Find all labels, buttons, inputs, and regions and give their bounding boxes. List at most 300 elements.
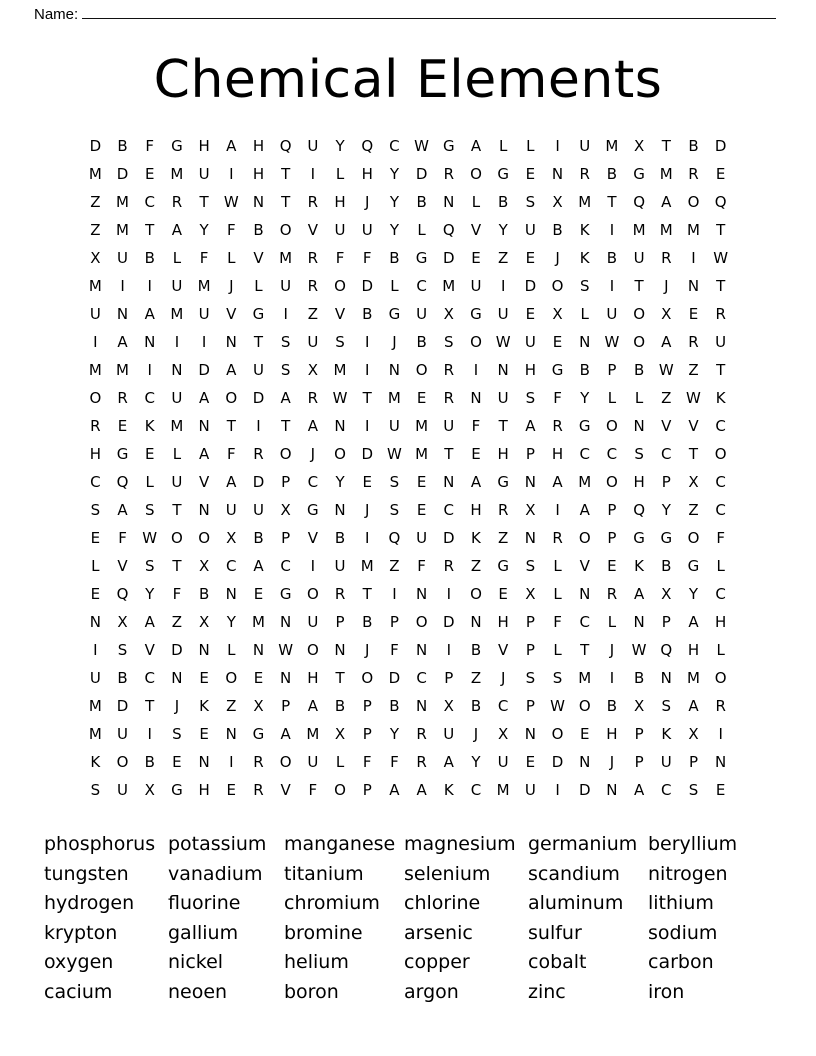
- grid-cell[interactable]: S: [552, 669, 563, 687]
- grid-cell[interactable]: U: [252, 501, 264, 519]
- grid-cell[interactable]: P: [281, 697, 291, 715]
- grid-cell[interactable]: E: [117, 417, 128, 435]
- grid-cell[interactable]: A: [443, 753, 454, 771]
- grid-cell[interactable]: L: [471, 193, 481, 211]
- grid-cell[interactable]: W: [604, 333, 620, 351]
- grid-cell[interactable]: D: [361, 277, 373, 295]
- grid-cell[interactable]: Z: [688, 361, 699, 379]
- grid-cell[interactable]: U: [443, 417, 455, 435]
- grid-cell[interactable]: B: [606, 697, 618, 715]
- word-list-item[interactable]: cacium: [44, 980, 113, 1003]
- grid-cell[interactable]: T: [444, 445, 454, 463]
- word-list-item[interactable]: tungsten: [44, 862, 129, 885]
- grid-cell[interactable]: X: [525, 585, 536, 603]
- grid-cell[interactable]: U: [497, 389, 509, 407]
- grid-cell[interactable]: C: [144, 193, 155, 211]
- grid-cell[interactable]: Y: [335, 137, 345, 155]
- grid-cell[interactable]: B: [606, 249, 618, 267]
- grid-cell[interactable]: N: [633, 613, 645, 631]
- grid-cell[interactable]: C: [497, 697, 509, 715]
- grid-cell[interactable]: A: [470, 473, 482, 491]
- grid-cell[interactable]: H: [715, 613, 727, 631]
- grid-cell[interactable]: M: [360, 557, 374, 575]
- grid-cell[interactable]: M: [632, 221, 646, 239]
- grid-cell[interactable]: X: [633, 697, 645, 715]
- grid-cell[interactable]: P: [607, 361, 617, 379]
- grid-cell[interactable]: W: [278, 641, 294, 659]
- grid-cell[interactable]: A: [171, 221, 183, 239]
- grid-cell[interactable]: S: [525, 193, 536, 211]
- grid-cell[interactable]: H: [524, 361, 536, 379]
- grid-cell[interactable]: O: [171, 529, 183, 547]
- grid-cell[interactable]: T: [199, 193, 209, 211]
- grid-cell[interactable]: A: [226, 473, 237, 491]
- grid-cell[interactable]: B: [633, 361, 645, 379]
- grid-cell[interactable]: E: [144, 445, 155, 463]
- grid-cell[interactable]: O: [334, 781, 346, 799]
- word-list-item[interactable]: fluorine: [168, 892, 241, 914]
- grid-cell[interactable]: I: [392, 585, 397, 603]
- grid-cell[interactable]: W: [658, 361, 674, 379]
- word-list-item[interactable]: aluminum: [528, 892, 624, 914]
- grid-cell[interactable]: H: [89, 445, 101, 463]
- grid-cell[interactable]: I: [555, 137, 560, 155]
- grid-cell[interactable]: E: [525, 305, 536, 323]
- grid-cell[interactable]: M: [170, 165, 184, 183]
- word-list-item[interactable]: carbon: [648, 951, 714, 973]
- grid-cell[interactable]: D: [443, 613, 455, 631]
- grid-cell[interactable]: C: [416, 277, 427, 295]
- grid-cell[interactable]: K: [661, 725, 672, 743]
- grid-cell[interactable]: X: [144, 781, 155, 799]
- grid-cell[interactable]: U: [307, 137, 319, 155]
- grid-cell[interactable]: C: [90, 473, 101, 491]
- grid-cell[interactable]: M: [578, 473, 592, 491]
- grid-cell[interactable]: T: [281, 417, 291, 435]
- grid-cell[interactable]: Z: [307, 305, 318, 323]
- grid-cell[interactable]: U: [579, 137, 591, 155]
- grid-cell[interactable]: Z: [470, 669, 482, 687]
- grid-cell[interactable]: V: [334, 305, 346, 323]
- grid-cell[interactable]: A: [307, 417, 318, 435]
- grid-cell[interactable]: E: [525, 249, 536, 267]
- grid-cell[interactable]: L: [716, 557, 725, 575]
- grid-cell[interactable]: N: [198, 753, 210, 771]
- grid-cell[interactable]: C: [443, 501, 455, 519]
- word-list-item[interactable]: vanadium: [168, 862, 263, 885]
- grid-cell[interactable]: O: [606, 417, 618, 435]
- grid-cell[interactable]: P: [525, 613, 535, 631]
- grid-cell[interactable]: U: [524, 333, 536, 351]
- grid-cell[interactable]: I: [446, 585, 451, 603]
- grid-cell[interactable]: X: [226, 529, 237, 547]
- word-list-item[interactable]: neoen: [168, 980, 228, 1003]
- grid-cell[interactable]: Z: [90, 221, 101, 239]
- grid-cell[interactable]: W: [550, 697, 565, 715]
- grid-cell[interactable]: J: [664, 277, 669, 295]
- grid-cell[interactable]: H: [198, 781, 210, 799]
- grid-cell[interactable]: S: [661, 697, 672, 715]
- grid-cell[interactable]: C: [144, 669, 155, 687]
- grid-cell[interactable]: B: [253, 221, 264, 239]
- grid-cell[interactable]: V: [307, 529, 318, 547]
- word-list-item[interactable]: phosphorus: [44, 833, 156, 855]
- grid-cell[interactable]: U: [117, 781, 129, 799]
- grid-cell[interactable]: O: [687, 193, 700, 211]
- grid-cell[interactable]: B: [633, 669, 645, 687]
- grid-cell[interactable]: S: [579, 277, 590, 295]
- grid-cell[interactable]: C: [226, 557, 237, 575]
- grid-cell[interactable]: Y: [498, 221, 508, 239]
- grid-cell[interactable]: X: [552, 305, 563, 323]
- grid-cell[interactable]: Z: [498, 529, 509, 547]
- grid-cell[interactable]: M: [659, 165, 673, 183]
- grid-cell[interactable]: W: [495, 333, 511, 351]
- grid-cell[interactable]: F: [553, 389, 562, 407]
- grid-cell[interactable]: A: [633, 585, 645, 603]
- grid-cell[interactable]: T: [688, 445, 699, 463]
- grid-cell[interactable]: N: [334, 417, 346, 435]
- grid-cell[interactable]: N: [415, 697, 428, 715]
- grid-cell[interactable]: Z: [171, 613, 183, 631]
- grid-cell[interactable]: T: [145, 697, 155, 715]
- grid-cell[interactable]: F: [362, 753, 372, 771]
- grid-cell[interactable]: R: [552, 529, 563, 547]
- grid-cell[interactable]: L: [498, 137, 508, 155]
- grid-cell[interactable]: X: [661, 585, 672, 603]
- grid-cell[interactable]: R: [688, 333, 699, 351]
- grid-cell[interactable]: W: [142, 529, 158, 547]
- grid-cell[interactable]: G: [442, 137, 455, 155]
- grid-cell[interactable]: I: [147, 361, 152, 379]
- grid-cell[interactable]: A: [416, 781, 427, 799]
- grid-cell[interactable]: C: [416, 669, 427, 687]
- grid-cell[interactable]: Q: [714, 193, 727, 211]
- grid-cell[interactable]: T: [661, 137, 671, 155]
- grid-cell[interactable]: X: [525, 501, 536, 519]
- word-list-item[interactable]: sulfur: [528, 921, 582, 944]
- grid-cell[interactable]: M: [197, 277, 211, 295]
- grid-cell[interactable]: O: [89, 389, 102, 407]
- grid-cell[interactable]: S: [389, 473, 400, 491]
- grid-cell[interactable]: N: [687, 277, 700, 295]
- grid-cell[interactable]: N: [606, 781, 618, 799]
- grid-cell[interactable]: K: [144, 417, 155, 435]
- grid-cell[interactable]: D: [116, 165, 129, 183]
- grid-cell[interactable]: V: [280, 781, 291, 799]
- grid-cell[interactable]: Z: [90, 193, 101, 211]
- grid-cell[interactable]: O: [578, 697, 591, 715]
- grid-cell[interactable]: T: [335, 669, 345, 687]
- grid-cell[interactable]: L: [716, 641, 725, 659]
- grid-cell[interactable]: U: [524, 221, 536, 239]
- grid-cell[interactable]: F: [471, 417, 481, 435]
- word-list-item[interactable]: germanium: [528, 833, 638, 855]
- grid-cell[interactable]: X: [253, 697, 264, 715]
- grid-cell[interactable]: E: [498, 585, 508, 603]
- grid-cell[interactable]: G: [470, 305, 482, 323]
- grid-cell[interactable]: D: [171, 641, 183, 659]
- grid-cell[interactable]: O: [198, 529, 210, 547]
- grid-cell[interactable]: V: [579, 557, 590, 575]
- grid-cell[interactable]: X: [498, 725, 509, 743]
- grid-cell[interactable]: R: [253, 753, 264, 771]
- grid-cell[interactable]: A: [226, 361, 237, 379]
- grid-cell[interactable]: U: [171, 473, 183, 491]
- grid-cell[interactable]: U: [715, 333, 727, 351]
- word-list-item[interactable]: nickel: [168, 951, 224, 973]
- word-list-item[interactable]: bromine: [284, 921, 363, 944]
- grid-cell[interactable]: B: [362, 613, 373, 631]
- word-list-item[interactable]: boron: [284, 980, 339, 1003]
- word-list-item[interactable]: oxygen: [44, 951, 114, 973]
- grid-cell[interactable]: H: [687, 641, 700, 659]
- grid-cell[interactable]: X: [443, 305, 454, 323]
- grid-cell[interactable]: I: [473, 361, 479, 379]
- grid-cell[interactable]: B: [117, 137, 128, 155]
- grid-cell[interactable]: E: [688, 305, 699, 323]
- grid-cell[interactable]: G: [279, 585, 292, 603]
- grid-cell[interactable]: M: [578, 669, 592, 687]
- grid-cell[interactable]: B: [606, 165, 618, 183]
- grid-cell[interactable]: R: [688, 165, 699, 183]
- grid-cell[interactable]: N: [443, 193, 455, 211]
- grid-cell[interactable]: L: [172, 445, 182, 463]
- grid-cell[interactable]: C: [606, 445, 618, 463]
- grid-cell[interactable]: N: [388, 361, 401, 379]
- grid-cell[interactable]: U: [334, 557, 346, 575]
- grid-cell[interactable]: F: [172, 585, 182, 603]
- grid-cell[interactable]: U: [361, 221, 373, 239]
- grid-cell[interactable]: F: [118, 529, 127, 547]
- grid-cell[interactable]: A: [198, 445, 210, 463]
- grid-cell[interactable]: O: [334, 277, 346, 295]
- grid-cell[interactable]: I: [609, 221, 615, 239]
- grid-cell[interactable]: T: [362, 389, 372, 407]
- grid-cell[interactable]: H: [470, 501, 482, 519]
- grid-cell[interactable]: K: [199, 697, 210, 715]
- grid-cell[interactable]: R: [579, 165, 590, 183]
- grid-cell[interactable]: P: [444, 669, 454, 687]
- grid-cell[interactable]: U: [524, 781, 536, 799]
- grid-cell[interactable]: G: [660, 529, 673, 547]
- grid-cell[interactable]: M: [279, 249, 293, 267]
- grid-cell[interactable]: W: [414, 137, 430, 155]
- grid-cell[interactable]: N: [198, 641, 210, 659]
- grid-cell[interactable]: B: [253, 529, 264, 547]
- grid-cell[interactable]: U: [117, 249, 129, 267]
- grid-cell[interactable]: T: [281, 193, 291, 211]
- grid-cell[interactable]: A: [280, 389, 291, 407]
- grid-cell[interactable]: Y: [580, 389, 590, 407]
- grid-cell[interactable]: P: [634, 753, 644, 771]
- grid-cell[interactable]: U: [307, 753, 319, 771]
- grid-cell[interactable]: U: [307, 333, 319, 351]
- grid-cell[interactable]: V: [117, 557, 128, 575]
- grid-cell[interactable]: N: [225, 333, 237, 351]
- grid-cell[interactable]: Y: [688, 585, 699, 603]
- grid-cell[interactable]: G: [307, 501, 319, 519]
- grid-cell[interactable]: L: [553, 641, 562, 659]
- grid-cell[interactable]: F: [226, 221, 236, 239]
- grid-cell[interactable]: Y: [471, 753, 481, 771]
- grid-cell[interactable]: U: [416, 529, 428, 547]
- grid-cell[interactable]: E: [552, 333, 563, 351]
- grid-cell[interactable]: I: [93, 641, 98, 659]
- grid-cell[interactable]: K: [579, 249, 590, 267]
- word-list-item[interactable]: iron: [648, 980, 685, 1003]
- grid-cell[interactable]: L: [254, 277, 263, 295]
- grid-cell[interactable]: E: [144, 165, 155, 183]
- grid-cell[interactable]: S: [525, 557, 536, 575]
- grid-cell[interactable]: V: [226, 305, 237, 323]
- grid-cell[interactable]: P: [661, 473, 671, 491]
- grid-cell[interactable]: N: [443, 473, 455, 491]
- grid-cell[interactable]: O: [578, 529, 591, 547]
- grid-cell[interactable]: E: [226, 781, 237, 799]
- grid-cell[interactable]: P: [525, 445, 535, 463]
- grid-cell[interactable]: D: [443, 249, 455, 267]
- grid-cell[interactable]: R: [443, 389, 454, 407]
- grid-cell[interactable]: I: [174, 333, 180, 351]
- grid-cell[interactable]: E: [172, 753, 182, 771]
- grid-cell[interactable]: E: [253, 585, 264, 603]
- grid-cell[interactable]: G: [116, 445, 129, 463]
- grid-cell[interactable]: U: [89, 305, 101, 323]
- grid-cell[interactable]: E: [525, 165, 536, 183]
- grid-cell[interactable]: R: [253, 445, 264, 463]
- grid-cell[interactable]: A: [633, 781, 645, 799]
- word-list-item[interactable]: arsenic: [404, 921, 473, 944]
- grid-cell[interactable]: F: [199, 249, 209, 267]
- grid-cell[interactable]: R: [661, 249, 672, 267]
- grid-cell[interactable]: E: [471, 249, 481, 267]
- grid-cell[interactable]: L: [526, 137, 535, 155]
- grid-cell[interactable]: N: [497, 361, 509, 379]
- grid-cell[interactable]: S: [280, 333, 291, 351]
- grid-cell[interactable]: K: [634, 557, 645, 575]
- grid-cell[interactable]: M: [442, 277, 456, 295]
- grid-cell[interactable]: N: [579, 585, 591, 603]
- grid-cell[interactable]: L: [172, 249, 182, 267]
- grid-cell[interactable]: U: [497, 305, 509, 323]
- grid-cell[interactable]: G: [633, 165, 645, 183]
- grid-cell[interactable]: M: [116, 193, 129, 211]
- grid-cell[interactable]: E: [199, 669, 209, 687]
- grid-cell[interactable]: R: [307, 277, 319, 295]
- grid-cell[interactable]: B: [498, 193, 509, 211]
- grid-cell[interactable]: N: [171, 669, 183, 687]
- grid-cell[interactable]: Q: [633, 501, 645, 519]
- grid-cell[interactable]: N: [89, 613, 101, 631]
- grid-cell[interactable]: N: [524, 725, 536, 743]
- grid-cell[interactable]: T: [226, 417, 236, 435]
- grid-cell[interactable]: P: [335, 613, 345, 631]
- grid-cell[interactable]: B: [579, 361, 590, 379]
- grid-cell[interactable]: C: [715, 417, 726, 435]
- grid-cell[interactable]: H: [551, 445, 564, 463]
- grid-cell[interactable]: P: [281, 473, 291, 491]
- word-list-item[interactable]: helium: [284, 951, 349, 973]
- grid-cell[interactable]: A: [117, 501, 128, 519]
- grid-cell[interactable]: E: [199, 725, 209, 743]
- grid-cell[interactable]: V: [307, 221, 318, 239]
- grid-cell[interactable]: W: [332, 389, 348, 407]
- grid-cell[interactable]: U: [470, 277, 482, 295]
- grid-cell[interactable]: G: [497, 165, 509, 183]
- grid-cell[interactable]: N: [524, 473, 536, 491]
- grid-cell[interactable]: R: [715, 697, 726, 715]
- grid-cell[interactable]: M: [496, 781, 510, 799]
- grid-cell[interactable]: O: [415, 361, 428, 379]
- grid-cell[interactable]: J: [365, 501, 370, 519]
- grid-cell[interactable]: N: [579, 753, 591, 771]
- word-list-item[interactable]: argon: [404, 980, 459, 1003]
- grid-cell[interactable]: A: [688, 697, 699, 715]
- grid-cell[interactable]: O: [687, 529, 700, 547]
- grid-cell[interactable]: M: [387, 389, 401, 407]
- grid-cell[interactable]: A: [470, 137, 482, 155]
- grid-cell[interactable]: M: [686, 221, 700, 239]
- grid-cell[interactable]: O: [470, 165, 482, 183]
- grid-cell[interactable]: W: [223, 193, 239, 211]
- grid-cell[interactable]: G: [171, 781, 183, 799]
- grid-cell[interactable]: T: [172, 501, 182, 519]
- grid-cell[interactable]: A: [280, 725, 291, 743]
- grid-cell[interactable]: A: [253, 557, 264, 575]
- grid-cell[interactable]: Q: [279, 137, 292, 155]
- grid-cell[interactable]: H: [497, 613, 509, 631]
- grid-cell[interactable]: W: [686, 389, 701, 407]
- grid-cell[interactable]: C: [389, 137, 400, 155]
- grid-cell[interactable]: Z: [688, 501, 699, 519]
- grid-cell[interactable]: L: [580, 305, 589, 323]
- grid-cell[interactable]: O: [470, 333, 482, 351]
- grid-cell[interactable]: E: [525, 753, 536, 771]
- grid-cell[interactable]: R: [606, 585, 618, 603]
- grid-cell[interactable]: J: [473, 725, 479, 743]
- grid-cell[interactable]: V: [470, 221, 482, 239]
- grid-cell[interactable]: R: [307, 249, 319, 267]
- grid-cell[interactable]: I: [365, 417, 370, 435]
- grid-cell[interactable]: K: [471, 529, 481, 547]
- grid-cell[interactable]: H: [334, 193, 346, 211]
- grid-cell[interactable]: M: [605, 137, 619, 155]
- grid-cell[interactable]: R: [171, 193, 183, 211]
- grid-cell[interactable]: T: [362, 585, 372, 603]
- grid-cell[interactable]: B: [389, 697, 400, 715]
- grid-cell[interactable]: H: [198, 137, 210, 155]
- grid-cell[interactable]: Z: [498, 249, 509, 267]
- grid-cell[interactable]: A: [661, 193, 672, 211]
- grid-cell[interactable]: L: [91, 557, 100, 575]
- grid-cell[interactable]: U: [171, 389, 183, 407]
- grid-cell[interactable]: X: [552, 193, 563, 211]
- grid-cell[interactable]: N: [144, 333, 156, 351]
- grid-cell[interactable]: Z: [389, 557, 400, 575]
- grid-cell[interactable]: R: [416, 753, 427, 771]
- word-list-item[interactable]: magnesium: [404, 833, 516, 855]
- grid-cell[interactable]: N: [524, 529, 536, 547]
- grid-cell[interactable]: D: [388, 669, 401, 687]
- grid-cell[interactable]: N: [198, 417, 210, 435]
- grid-cell[interactable]: B: [416, 333, 427, 351]
- grid-cell[interactable]: V: [498, 641, 509, 659]
- grid-cell[interactable]: N: [198, 501, 210, 519]
- grid-cell[interactable]: X: [198, 613, 210, 631]
- grid-cell[interactable]: O: [470, 585, 482, 603]
- grid-cell[interactable]: P: [607, 529, 617, 547]
